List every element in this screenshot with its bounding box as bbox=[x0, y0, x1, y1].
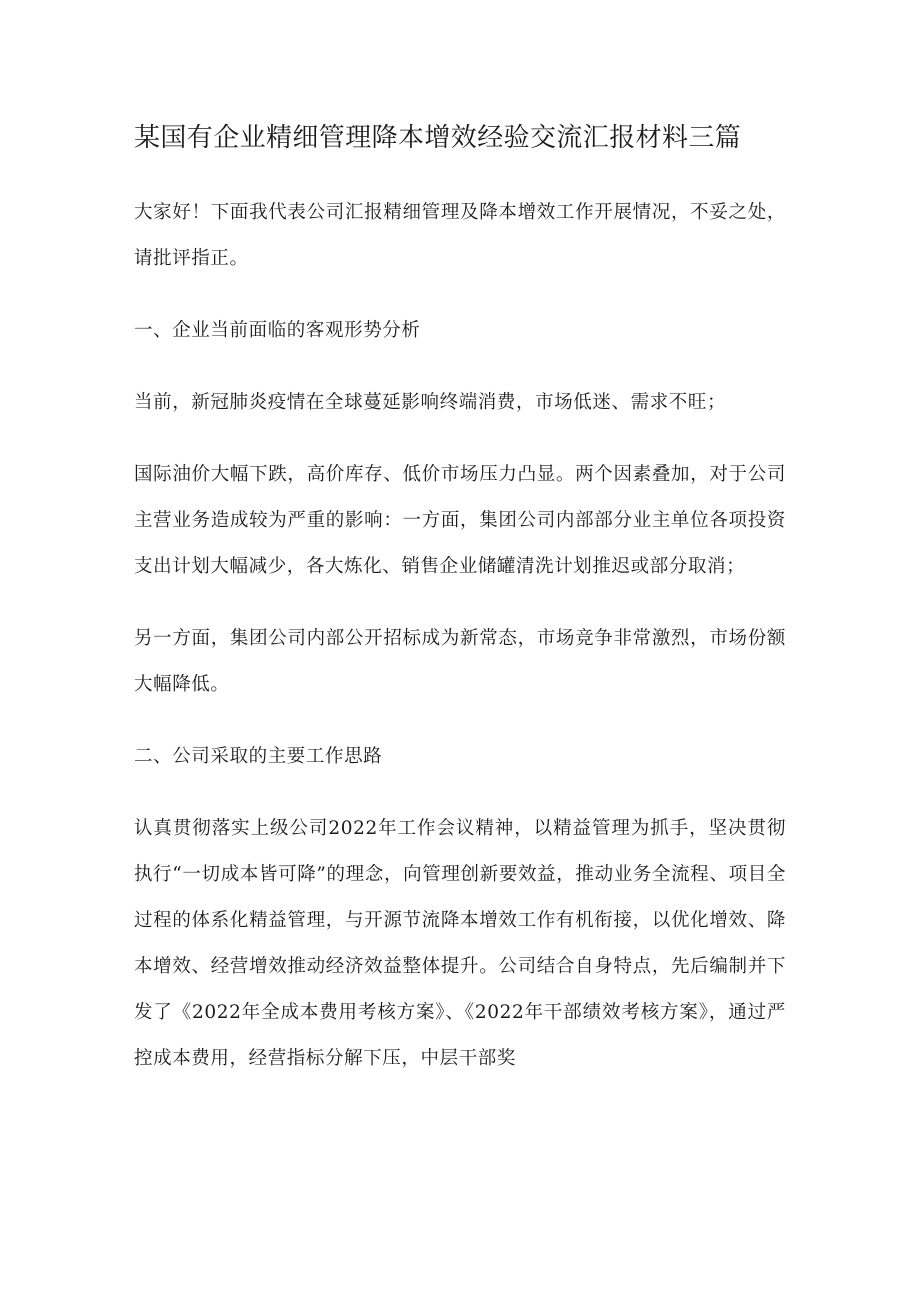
section-heading-2: 二、公司采取的主要工作思路 bbox=[134, 746, 383, 767]
section-heading-1: 一、企业当前面临的客观形势分析 bbox=[134, 320, 421, 341]
paragraph-competition: 另一方面，集团公司内部公开招标成为新常态，市场竞争非常激烈，市场份额大幅降低。 bbox=[134, 628, 786, 695]
opening-paragraph: 大家好！下面我代表公司汇报精细管理及降本增效工作开展情况，不妥之处，请批评指正。 bbox=[134, 202, 786, 269]
paragraph-oil-price: 国际油价大幅下跌，高价库存、低价市场压力凸显。两个因素叠加，对于公司主营业务造成较为严重的影响：一方面，集团公司内部部分业主单位各项投资支出计划大幅减少，各大炼化、销售企业储罐清洗计划推迟或部分取消； bbox=[134, 464, 786, 577]
paragraph-work-approach: 认真贯彻落实上级公司2022年工作会议精神，以精益管理为抓手，坚决贯彻执行“一切成本皆可降”的理念，向管理创新要效益，推动业务全流程、项目全过程的体系化精益管理，与开源节流降本增效工作有机衔接，以优化增效、降本增效、经营增效推动经济效益整体提升。公司结合自身特点，先后编制并下发了《2022年全成本费用考核方案》、《2022年干部绩效考核方案》，通过严控成本费用，经营指标分解下压，中层干部奖 bbox=[134, 818, 786, 1069]
paragraph-situation: 当前，新冠肺炎疫情在全球蔓延影响终端消费，市场低迷、需求不旺； bbox=[134, 392, 727, 413]
document-body bbox=[134, 190, 786, 1108]
document-title: 某国有企业精细管理降本增效经验交流汇报材料三篇 bbox=[134, 123, 742, 153]
